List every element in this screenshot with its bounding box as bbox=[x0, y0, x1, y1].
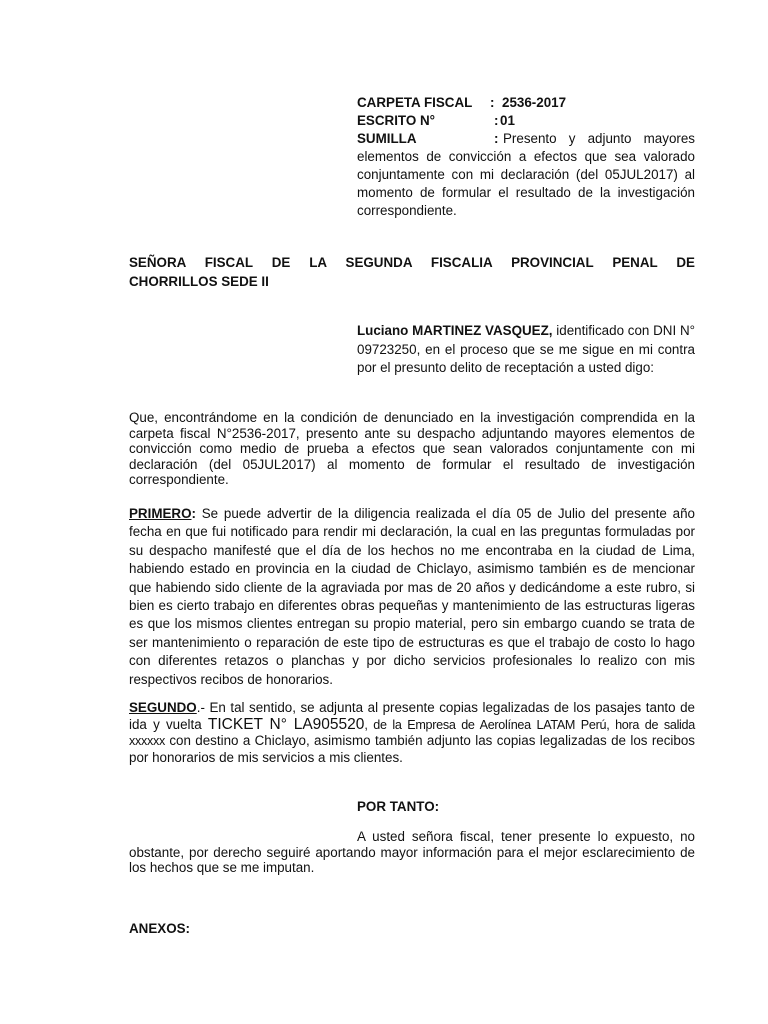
intro-paragraph bbox=[357, 322, 695, 378]
segundo-suffix: .- bbox=[196, 700, 205, 715]
carpeta-value: 2536-2017 bbox=[502, 95, 567, 110]
segundo-text-2: , de la Empresa de Aerolínea LATAM Perú, hora de salida xxxxxx bbox=[129, 717, 695, 748]
primero-paragraph bbox=[129, 505, 695, 689]
carpeta-separator: : bbox=[490, 95, 495, 110]
escrito-value: 01 bbox=[500, 113, 515, 128]
segundo-text-3: con destino a Chiclayo, asimismo también adjunto las copias legalizadas de los recibos por honorarios de mis servicios a mis clientes. bbox=[129, 733, 695, 765]
sumilla-row bbox=[357, 130, 695, 220]
escrito-row bbox=[357, 112, 695, 130]
addressee-line-1: SEÑORA FISCAL DE LA SEGUNDA FISCALIA PROVINCIAL PENAL DE bbox=[129, 255, 695, 270]
por-tanto-paragraph bbox=[129, 829, 695, 876]
addressee bbox=[129, 253, 695, 291]
ticket-number: TICKET N° LA905520 bbox=[207, 715, 365, 733]
intro-text: identificado con DNI N° 09723250, en el proceso que se me sigue en mi contra por el presunto delito de receptación a usted digo: bbox=[357, 323, 695, 375]
primero-text: Se puede advertir de la diligencia realizada el día 05 de Julio del presente año fecha en que fui notificado para rendir mi declaración, la cual en las preguntas formuladas por su despacho manifesté que el día de los hechos no me encontraba en la ciudad de Lima, habiendo estado en provincia en la ciudad de Chiclayo, asimismo también es de mencionar que habiendo sido cliente de la agraviada por mas de 20 años y dedicándome a este rubro, si bien es cierto trabajo en diferentes obras pequeñas y mantenimiento de las estructuras ligeras es que los mismos clientes entregan su propio material, pero sin embargo cuando se trata de ser mantenimiento o reparación de este tipo de estructuras es que el trabajo de costo lo hago con diferentes retazos o planchas y por dicho servicios profesionales lo realizo con mis respectivos recibos de honorarios. bbox=[129, 506, 695, 687]
escrito-label: ESCRITO N° bbox=[357, 113, 436, 128]
carpeta-row bbox=[357, 94, 695, 112]
petitioner-name: Luciano MARTINEZ VASQUEZ, bbox=[357, 323, 553, 338]
por-tanto-title: POR TANTO: bbox=[357, 799, 440, 814]
segundo-label: SEGUNDO bbox=[129, 700, 197, 715]
sumilla-text: Presento y adjunto mayores elementos de convicción a efectos que sea valorado conjuntamente con mi declaración (del 05JUL2017) al momento de formular el resultado de la investigación correspondiente. bbox=[357, 131, 695, 218]
segundo-text-1: En tal sentido, se adjunta al presente copias legalizadas de los pasajes tanto de ida y vuelta bbox=[129, 700, 695, 732]
sumilla-separator: : bbox=[494, 131, 499, 146]
addressee-line-2: CHORRILLOS SEDE II bbox=[129, 274, 269, 289]
sumilla-label: SUMILLA bbox=[357, 131, 417, 146]
carpeta-label: CARPETA FISCAL bbox=[357, 95, 473, 110]
primero-label: PRIMERO bbox=[129, 506, 192, 521]
anexos-title: ANEXOS: bbox=[129, 921, 191, 936]
segundo-paragraph bbox=[129, 700, 695, 766]
document-header bbox=[357, 94, 695, 220]
primero-colon: : bbox=[191, 506, 196, 521]
por-tanto-text: A usted señora fiscal, tener presente lo expuesto, no obstante, por derecho seguiré aportando mayor información para el mejor esclarecimiento de los hechos que se me imputan. bbox=[129, 829, 695, 875]
que-paragraph: Que, encontrándome en la condición de denunciado en la investigación comprendida en la carpeta fiscal N°2536-2017, presento ante su despacho adjuntando mayores elementos de convicción como medio de prueba a efectos que sean valorados conjuntamente con mi declaración (del 05JUL2017) al momento de formular el resultado de investigación correspondiente. bbox=[129, 410, 695, 487]
escrito-separator: : bbox=[494, 113, 499, 128]
